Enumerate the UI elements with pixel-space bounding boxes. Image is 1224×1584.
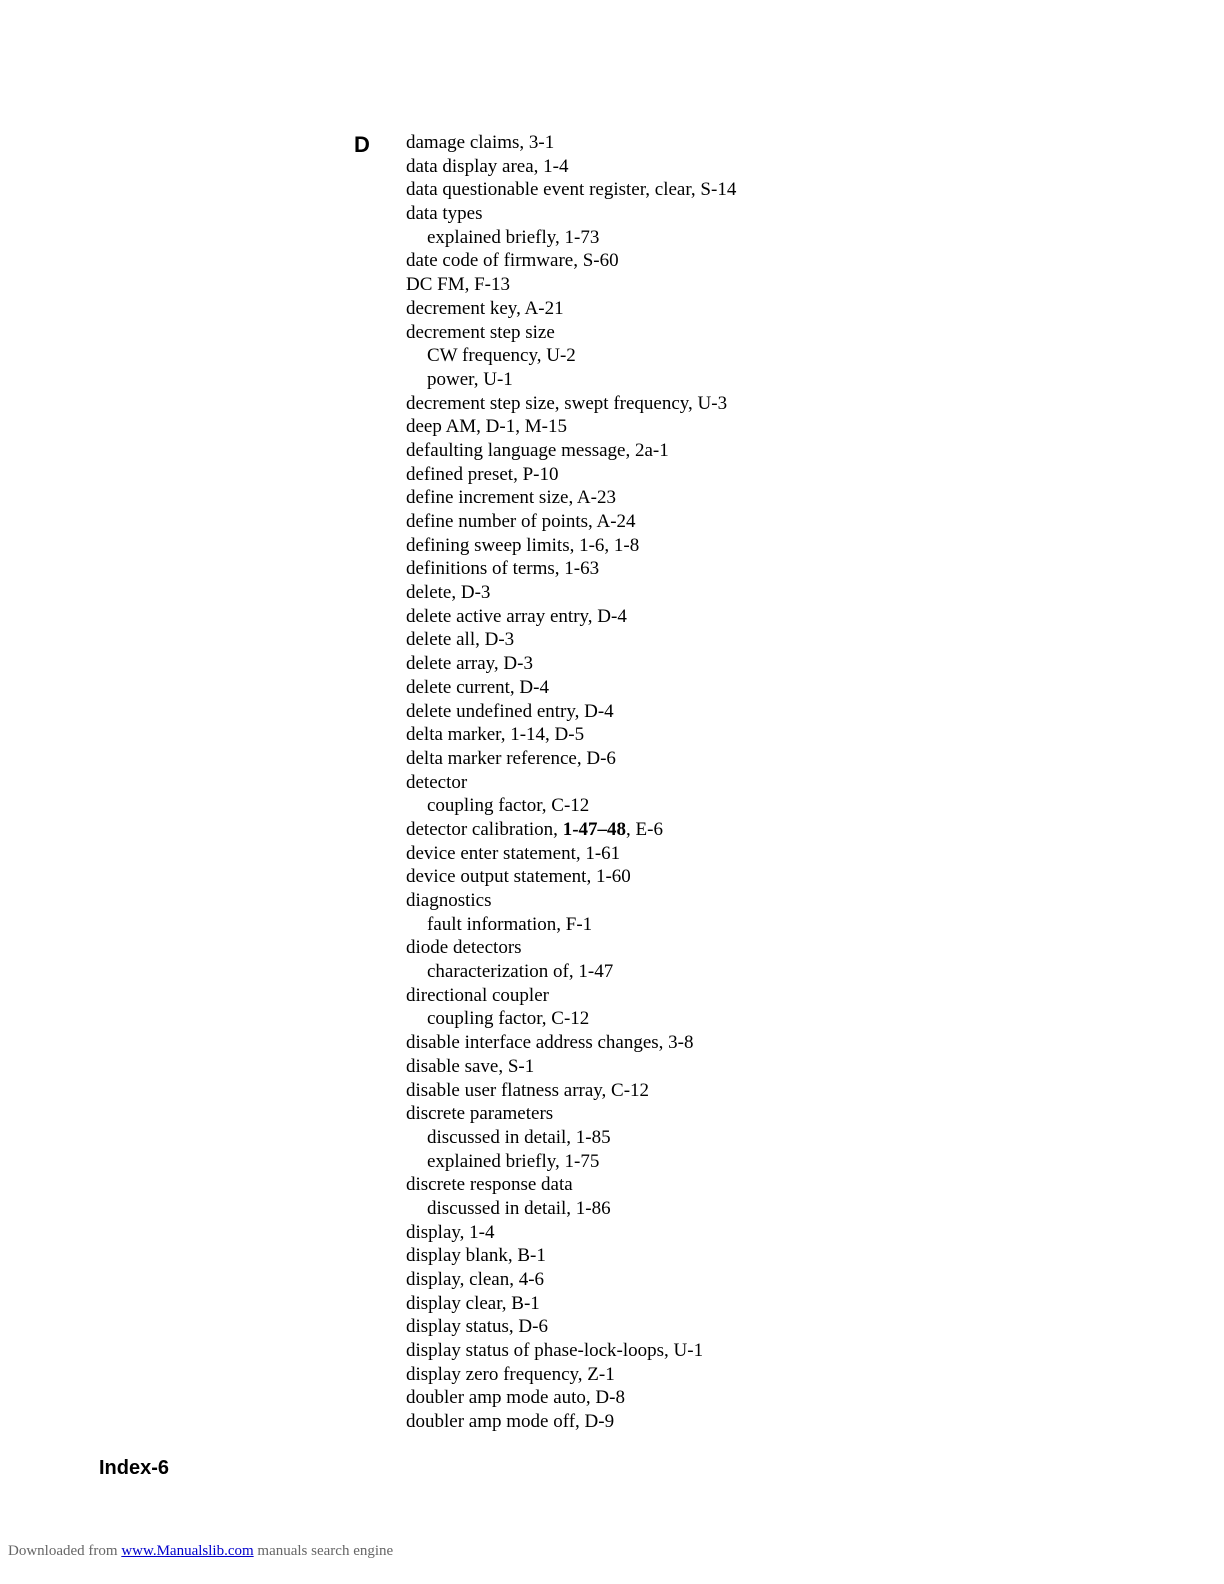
index-entry (406, 700, 1106, 724)
entry-text: deep AM, D-1, M-15 (406, 416, 567, 438)
entry-text: delete active array entry, D-4 (406, 605, 627, 627)
entry-text: discussed in detail, 1-85 (427, 1126, 611, 1148)
index-entry (406, 297, 1106, 321)
entry-text: explained briefly, 1-73 (427, 226, 600, 248)
entry-text: delete, D-3 (406, 582, 491, 604)
index-entry (406, 510, 1106, 534)
footer-suffix: manuals search engine (253, 1543, 394, 1559)
entry-primary-page: 1-47–48 (562, 818, 627, 840)
index-entry (406, 747, 1106, 771)
index-entry (406, 1079, 1106, 1103)
entry-text: damage claims, 3-1 (406, 132, 555, 153)
entry-text: coupling factor, C-12 (427, 795, 590, 817)
index-subentry (406, 1150, 1106, 1174)
entry-text: discrete response data (406, 1174, 573, 1196)
index-entry (406, 202, 1106, 226)
index-entry (406, 1173, 1106, 1197)
index-entry (406, 1268, 1106, 1292)
entry-text: disable interface address changes, 3-8 (406, 1032, 694, 1054)
entry-text: defined preset, P-10 (406, 463, 559, 485)
entry-text: power, U-1 (427, 368, 513, 390)
entry-text: diagnostics (406, 890, 492, 911)
index-entry (406, 249, 1106, 273)
index-entry (406, 534, 1106, 558)
index-entry (406, 392, 1106, 416)
index-entry (406, 131, 1106, 155)
index-entry (406, 723, 1106, 747)
entry-text: decrement step size (406, 321, 555, 343)
index-entry (406, 155, 1106, 179)
index-entry (406, 1339, 1106, 1363)
entry-text-after: , E-6 (626, 818, 663, 840)
index-entry (406, 605, 1106, 629)
entry-text: definitions of terms, 1-63 (406, 558, 600, 580)
entry-text: display, 1-4 (406, 1221, 495, 1243)
index-entry (406, 984, 1106, 1008)
entry-text: characterization of, 1-47 (427, 961, 614, 983)
footer-prefix: Downloaded from (8, 1543, 122, 1559)
index-subentry (406, 1007, 1106, 1031)
index-entry (406, 178, 1106, 202)
download-footer (8, 1542, 393, 1560)
index-entry (406, 1315, 1106, 1339)
page-number: Index-6 (99, 1457, 170, 1479)
index-entry (406, 652, 1106, 676)
index-entry-list (406, 131, 1106, 1434)
index-entry (406, 865, 1106, 889)
index-subentry (406, 368, 1106, 392)
index-entry (406, 486, 1106, 510)
index-entry (406, 1221, 1106, 1245)
index-entry (406, 439, 1106, 463)
entry-text: display, clean, 4-6 (406, 1269, 545, 1290)
index-subentry (406, 913, 1106, 937)
entry-text: DC FM, F-13 (406, 274, 510, 296)
index-subentry (406, 1126, 1106, 1150)
entry-text: discrete parameters (406, 1103, 554, 1125)
entry-text: doubler amp mode auto, D-8 (406, 1387, 625, 1409)
index-subentry (406, 226, 1106, 250)
index-entry (406, 1031, 1106, 1055)
index-entry (406, 1410, 1106, 1434)
entry-text: data types (406, 203, 483, 225)
entry-text: doubler amp mode off, D-9 (406, 1411, 615, 1433)
index-entry (406, 818, 1106, 842)
index-entry (406, 273, 1106, 297)
index-entry (406, 889, 1106, 913)
index-subentry (406, 344, 1106, 368)
index-entry (406, 1363, 1106, 1387)
index-entry (406, 936, 1106, 960)
index-entry (406, 676, 1106, 700)
entry-text: delete current, D-4 (406, 676, 549, 698)
entry-text: decrement step size, swept frequency, U-3 (406, 392, 728, 414)
entry-text: defining sweep limits, 1-6, 1-8 (406, 534, 640, 556)
entry-text: detector calibration, (406, 818, 563, 840)
entry-text: CW frequency, U-2 (427, 345, 576, 367)
section-letter: D (354, 132, 370, 157)
entry-text: diode detectors (406, 937, 522, 959)
index-entry (406, 1292, 1106, 1316)
index-entry (406, 628, 1106, 652)
index-entry (406, 1055, 1106, 1079)
entry-text: device enter statement, 1-61 (406, 842, 621, 864)
index-entry (406, 771, 1106, 795)
index-entry (406, 581, 1106, 605)
entry-text: coupling factor, C-12 (427, 1008, 590, 1030)
index-subentry (406, 1197, 1106, 1221)
entry-text: define number of points, A-24 (406, 511, 636, 532)
entry-text: disable user flatness array, C-12 (406, 1079, 650, 1101)
entry-text: delete array, D-3 (406, 653, 533, 675)
index-entry (406, 842, 1106, 866)
entry-text: delete all, D-3 (406, 629, 515, 651)
entry-text: display blank, B-1 (406, 1245, 546, 1267)
entry-text: defaulting language message, 2a-1 (406, 439, 669, 461)
index-entry (406, 463, 1106, 487)
entry-text: delta marker reference, D-6 (406, 747, 616, 769)
entry-text: fault information, F-1 (427, 913, 593, 935)
index-entry (406, 1386, 1106, 1410)
entry-text: display clear, B-1 (406, 1292, 540, 1314)
entry-text: data display area, 1-4 (406, 155, 569, 177)
entry-text: display zero frequency, Z-1 (406, 1363, 615, 1385)
entry-text: detector (406, 771, 468, 793)
index-entry (406, 415, 1106, 439)
entry-text: discussed in detail, 1-86 (427, 1197, 611, 1219)
entry-text: decrement key, A-21 (406, 297, 564, 319)
index-entry (406, 1244, 1106, 1268)
manualslib-link[interactable]: www.Manualslib.com (121, 1543, 254, 1559)
entry-text: display status of phase-lock-loops, U-1 (406, 1340, 704, 1362)
index-entry (406, 1102, 1106, 1126)
entry-text: directional coupler (406, 984, 549, 1006)
index-entry (406, 557, 1106, 581)
index-entry (406, 321, 1106, 345)
entry-text: delete undefined entry, D-4 (406, 700, 614, 722)
entry-text: disable save, S-1 (406, 1055, 535, 1077)
entry-text: device output statement, 1-60 (406, 866, 631, 888)
index-subentry (406, 960, 1106, 984)
entry-text: date code of firmware, S-60 (406, 250, 619, 272)
entry-text: data questionable event register, clear, S-14 (406, 179, 737, 201)
index-subentry (406, 794, 1106, 818)
entry-text: explained briefly, 1-75 (427, 1150, 600, 1172)
entry-text: display status, D-6 (406, 1316, 548, 1338)
entry-text: delta marker, 1-14, D-5 (406, 724, 585, 746)
entry-text: define increment size, A-23 (406, 487, 616, 509)
